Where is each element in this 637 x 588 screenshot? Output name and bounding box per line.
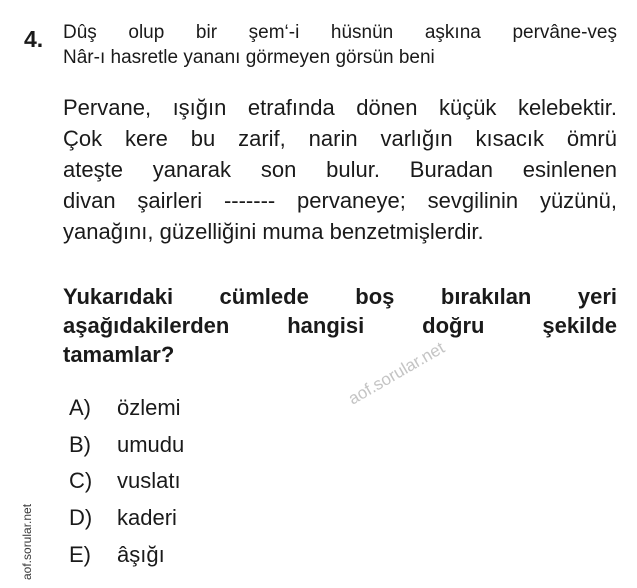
option-d[interactable] — [69, 500, 184, 537]
question-line: tamamlar? — [63, 342, 175, 367]
passage-line: divan şairleri ------- pervaneye; sevgilinin yüzünü, — [63, 188, 617, 213]
passage-paragraph — [63, 92, 617, 247]
option-text: umudu — [117, 431, 185, 457]
question-line: aşağıdakilerden hangisi doğru şekilde — [63, 313, 617, 338]
passage-line: yanağını, güzelliğini muma benzetmişlerdir. — [63, 219, 484, 244]
question-stem — [63, 282, 617, 369]
question-line: Yukarıdaki cümlede boş bırakılan yeri — [63, 284, 617, 309]
verse-couplet — [63, 20, 617, 70]
option-letter: A) — [69, 395, 91, 421]
passage-line: ateşte yanarak son bulur. Buradan esinlenen — [63, 157, 617, 182]
option-a[interactable] — [69, 390, 184, 427]
passage-line: Pervane, ışığın etrafında dönen küçük kelebektir. — [63, 95, 617, 120]
watermark-diagonal: aof.sorular.net — [345, 338, 448, 409]
option-c[interactable] — [69, 463, 184, 500]
option-letter: E) — [69, 541, 91, 567]
question-number: 4. — [24, 26, 44, 52]
option-letter: D) — [69, 505, 93, 531]
verse-line-2: Nâr-ı hasretle yananı görmeyen görsün beni — [63, 47, 435, 68]
option-text: özlemi — [117, 395, 181, 421]
watermark-side: aof.sorular.net — [20, 503, 34, 580]
option-text: kaderi — [117, 505, 177, 531]
option-b[interactable] — [69, 427, 184, 464]
answer-options — [69, 390, 184, 573]
option-text: âşığı — [117, 541, 165, 567]
option-text: vuslatı — [117, 468, 181, 494]
option-e[interactable] — [69, 536, 184, 573]
option-letter: B) — [69, 431, 91, 457]
passage-line: Çok kere bu zarif, narin varlığın kısacık ömrü — [63, 126, 617, 151]
option-letter: C) — [69, 468, 93, 494]
verse-line-1: Dûş olup bir şem‘-i hüsnün aşkına pervâne-veş — [63, 22, 617, 43]
